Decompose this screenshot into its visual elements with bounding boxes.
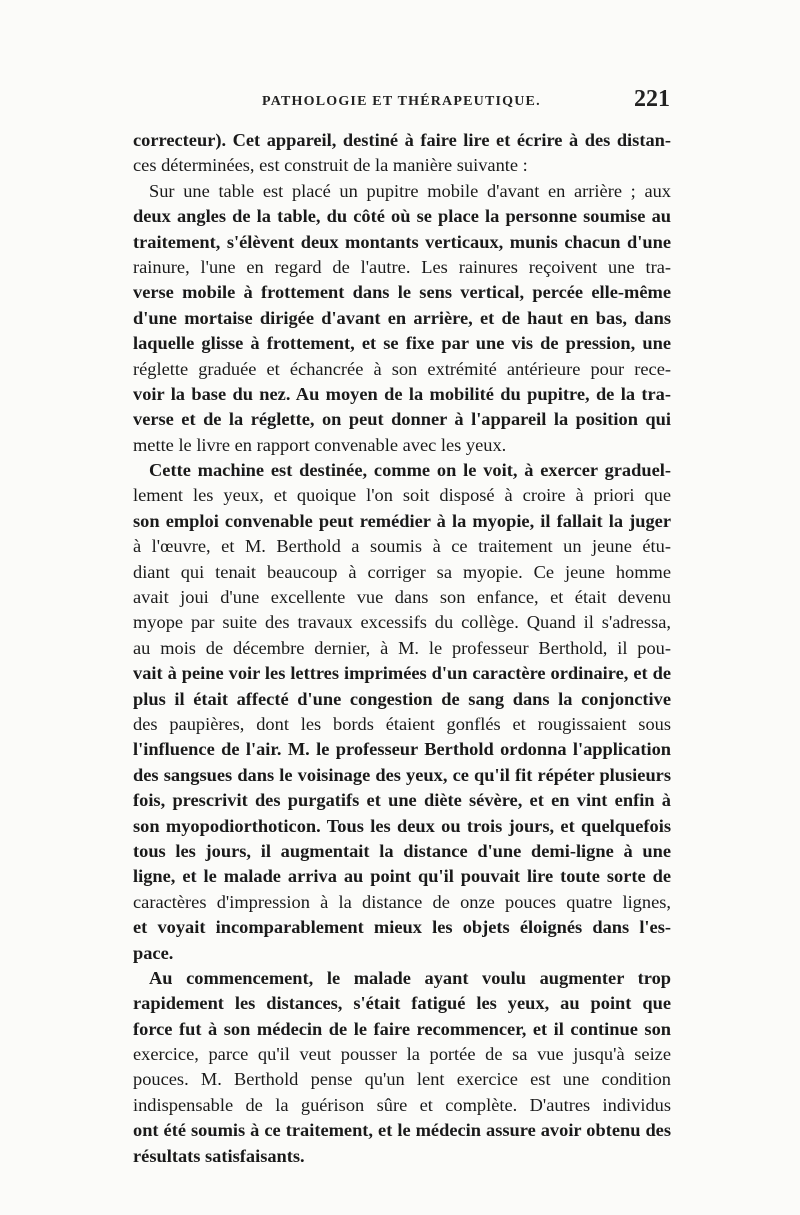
text-line: au mois de décembre dernier, à M. le professeur Berthold, il pou-: [133, 637, 671, 658]
page-number: 221: [634, 86, 670, 112]
text-line: laquelle glisse à frottement, et se fixe par une vis de pression, une: [133, 333, 671, 354]
text-line: correcteur). Cet appareil, destiné à faire lire et écrire à des distan-: [133, 130, 671, 150]
text-line: traitement, s'élèvent deux montants verticaux, munis chacun d'une: [133, 231, 671, 252]
page-header: [132, 86, 670, 120]
text-line: avait joui d'une excellente vue dans son enfance, et était devenu: [133, 587, 671, 608]
text-line: tous les jours, il augmentait la distance d'une demi-ligne à une: [133, 840, 671, 861]
text-line: Sur une table est placé un pupitre mobile d'avant en arrière ; aux: [149, 180, 671, 201]
text-line: rapidement les distances, s'était fatigué les yeux, au point que: [133, 993, 671, 1014]
text-line: vait à peine voir les lettres imprimées d'un caractère ordinaire, et de: [133, 663, 671, 684]
text-line: exercice, parce qu'il veut pousser la portée de sa vue jusqu'à seize: [133, 1044, 671, 1065]
text-line: deux angles de la table, du côté où se place la personne soumise au: [133, 206, 671, 227]
text-line: Cette machine est destinée, comme on le voit, à exercer graduel-: [149, 460, 671, 481]
text-line: son emploi convenable peut remédier à la myopie, il fallait la juger: [133, 510, 671, 531]
text-line: d'une mortaise dirigée d'avant en arrière, et de haut en bas, dans: [133, 307, 671, 328]
text-line: Au commencement, le malade ayant voulu augmenter trop: [149, 967, 671, 988]
text-line: l'influence de l'air. M. le professeur Berthold ordonna l'application: [133, 739, 671, 760]
text-line: son myopodiorthoticon. Tous les deux ou trois jours, et quelquefois: [133, 815, 671, 836]
text-line: pace.: [133, 942, 174, 963]
text-line: fois, prescrivit des purgatifs et une diète sévère, et en vint enfin à: [133, 790, 671, 811]
text-line: résultats satisfaisants.: [133, 1145, 305, 1166]
text-line: verse et de la réglette, on peut donner à l'appareil la position qui: [133, 409, 671, 430]
text-line: force fut à son médecin de le faire recommencer, et il continue son: [133, 1018, 671, 1039]
text-line: réglette graduée et échancrée à son extrémité antérieure pour rece-: [133, 358, 671, 379]
text-line: et voyait incomparablement mieux les objets éloignés dans l'es-: [133, 917, 671, 938]
text-line: ont été soumis à ce traitement, et le médecin assure avoir obtenu des: [133, 1120, 671, 1141]
text-line: pouces. M. Berthold pense qu'un lent exercice est une condition: [133, 1069, 671, 1090]
text-line: des sangsues dans le voisinage des yeux, ce qu'il fit répéter plusieurs: [133, 764, 671, 785]
text-line: lement les yeux, et quoique l'on soit disposé à croire à priori que: [133, 485, 671, 506]
text-line: ligne, et le malade arriva au point qu'il pouvait lire toute sorte de: [133, 866, 671, 887]
text-line: à l'œuvre, et M. Berthold a soumis à ce traitement un jeune étu-: [133, 536, 671, 557]
text-line: myope par suite des travaux excessifs du collège. Quand il s'adressa,: [133, 612, 671, 633]
text-line: caractères d'impression à la distance de onze pouces quatre lignes,: [133, 891, 671, 912]
running-title: PATHOLOGIE ET THÉRAPEUTIQUE.: [262, 94, 541, 109]
text-line: des paupières, dont les bords étaient gonflés et rougissaient sous: [133, 713, 671, 734]
text-line: verse mobile à frottement dans le sens vertical, percée elle-même: [133, 282, 671, 303]
text-line: rainure, l'une en regard de l'autre. Les rainures reçoivent une tra-: [133, 256, 671, 277]
text-line: ces déterminées, est construit de la manière suivante :: [133, 155, 528, 176]
text-line: voir la base du nez. Au moyen de la mobilité du pupitre, de la tra-: [133, 383, 671, 404]
text-line: diant qui tenait beaucoup à corriger sa myopie. Ce jeune homme: [133, 561, 671, 582]
text-line: mette le livre en rapport convenable avec les yeux.: [133, 434, 507, 455]
text-line: indispensable de la guérison sûre et complète. D'autres individus: [133, 1094, 671, 1115]
text-line: plus il était affecté d'une congestion de sang dans la conjonctive: [133, 688, 671, 709]
body-text: [133, 128, 671, 1169]
